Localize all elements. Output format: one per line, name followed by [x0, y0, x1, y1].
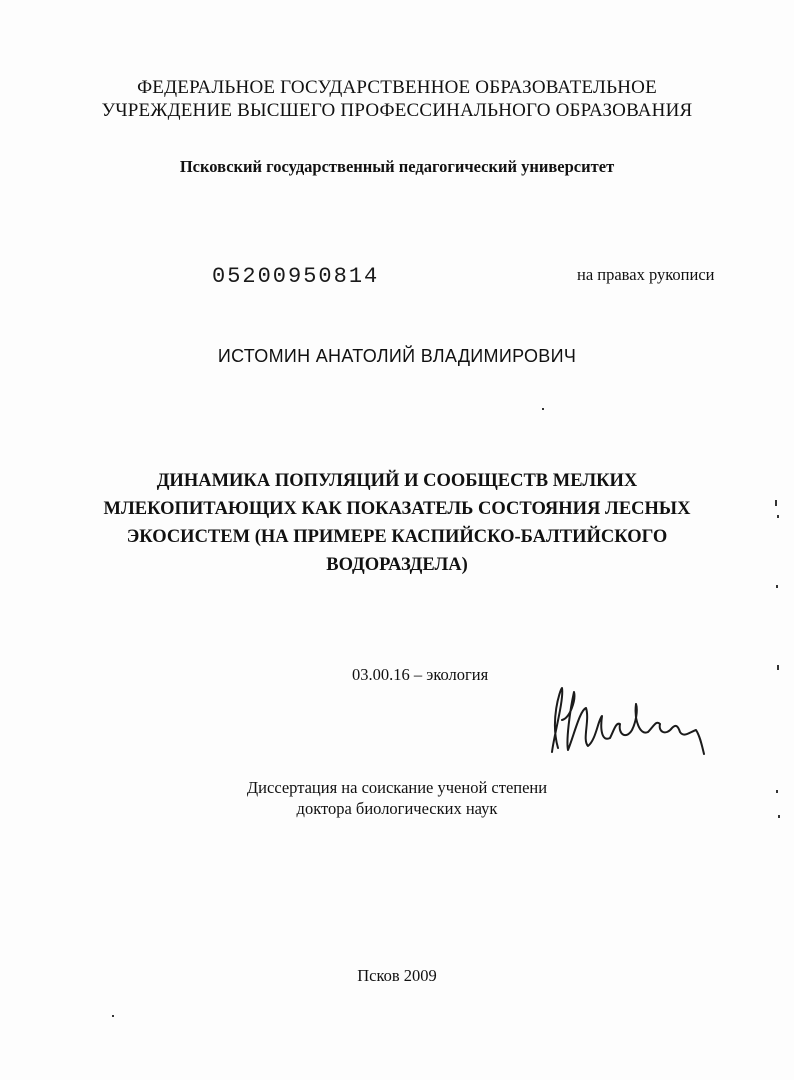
- degree-line-2: доктора биологических наук: [296, 799, 498, 818]
- manuscript-note: на правах рукописи: [577, 265, 715, 284]
- scan-speck: [777, 665, 779, 670]
- handwritten-signature: [540, 680, 720, 770]
- author-name: ИСТОМИН АНАТОЛИЙ ВЛАДИМИРОВИЧ: [217, 346, 577, 366]
- organization-line-2: УЧРЕЖДЕНИЕ ВЫСШЕГО ПРОФЕССИНАЛЬНОГО ОБРАЗОВАНИЯ: [101, 100, 693, 121]
- title-line-3: ЭКОСИСТЕМ (НА ПРИМЕРЕ КАСПИЙСКО-БАЛТИЙСКОГО: [126, 527, 668, 547]
- specialty-code: 03.00.16 – экология: [352, 665, 489, 684]
- scan-speck: [776, 585, 778, 588]
- degree-line-1: Диссертация на соискание ученой степени: [246, 778, 548, 797]
- city-year: Псков 2009: [357, 966, 437, 985]
- organization-line-1: ФЕДЕРАЛЬНОЕ ГОСУДАРСТВЕННОЕ ОБРАЗОВАТЕЛЬНОЕ: [137, 77, 657, 98]
- scan-speck: [542, 408, 544, 410]
- scan-speck: [776, 790, 778, 793]
- scan-speck: [775, 500, 777, 506]
- university-name: Псковский государственный педагогический университет: [179, 157, 615, 176]
- title-line-2: МЛЕКОПИТАЮЩИХ КАК ПОКАЗАТЕЛЬ СОСТОЯНИЯ ЛЕСНЫХ: [103, 499, 691, 519]
- scan-speck: [777, 515, 779, 518]
- registration-number: 05200950814: [212, 264, 380, 289]
- title-line-4: ВОДОРАЗДЕЛА): [326, 555, 468, 575]
- scan-speck: [112, 1015, 114, 1017]
- title-line-1: ДИНАМИКА ПОПУЛЯЦИЙ И СООБЩЕСТВ МЕЛКИХ: [156, 471, 638, 491]
- scan-speck: [778, 815, 780, 818]
